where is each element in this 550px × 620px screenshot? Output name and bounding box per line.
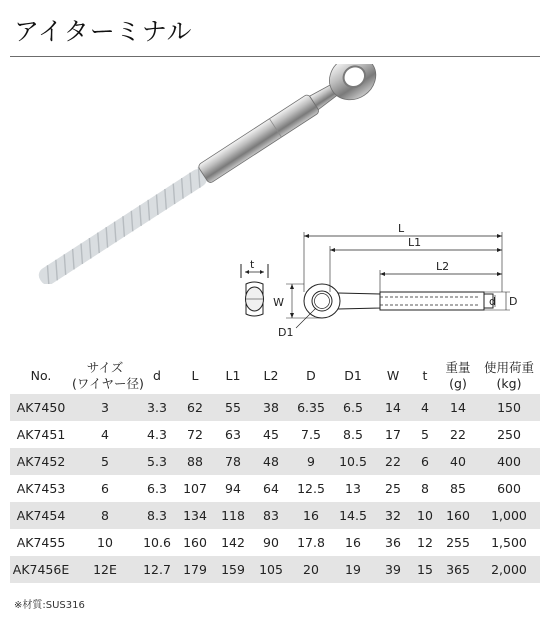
column-header [438, 357, 478, 394]
column-header [478, 357, 540, 394]
table-cell: 14 [374, 394, 412, 421]
column-header-label: D1 [344, 367, 362, 383]
column-header [374, 357, 412, 394]
column-header-unit: (g) [449, 375, 467, 391]
table-cell: 12.7 [138, 556, 176, 583]
column-header-label: L1 [225, 367, 241, 383]
table-cell: 8.3 [138, 502, 176, 529]
side-view [241, 264, 268, 316]
table-cell: 10.6 [143, 535, 171, 550]
table-cell: 8 [421, 481, 429, 496]
dim-label-W: W [273, 296, 284, 309]
dim-label-L2: L2 [436, 260, 450, 273]
table-cell: 4.3 [147, 427, 167, 442]
table-cell: 150 [478, 394, 540, 421]
table-cell: 22 [450, 427, 466, 442]
table-cell: 1,000 [478, 502, 540, 529]
table-cell: 10 [97, 535, 113, 550]
column-header-label: No. [30, 367, 52, 383]
column-header [214, 357, 252, 394]
table-cell: 6.3 [147, 481, 167, 496]
table-cell: 45 [263, 427, 279, 442]
column-header-label: L [191, 367, 199, 383]
table-cell: 62 [176, 394, 214, 421]
table-cell: 105 [252, 556, 290, 583]
table-cell: AK7451 [16, 427, 66, 442]
table-cell: 22 [374, 448, 412, 475]
table-cell: 6 [412, 448, 438, 475]
column-header [290, 357, 332, 394]
table-cell: 107 [183, 481, 207, 496]
table-cell: 78 [214, 448, 252, 475]
column-header-label: D [306, 367, 316, 383]
table-row [10, 421, 540, 448]
column-header-unit: (kg) [496, 375, 522, 391]
table-cell: 160 [183, 535, 207, 550]
top-view [286, 232, 510, 328]
table-row [10, 475, 540, 502]
column-header-label: d [153, 367, 161, 383]
table-cell: 36 [385, 535, 401, 550]
dim-label-D: D [509, 295, 518, 308]
dim-label-L1: L1 [408, 236, 422, 249]
table-cell: 38 [252, 394, 290, 421]
table-cell: 20 [290, 556, 332, 583]
table-cell: 10 [412, 502, 438, 529]
table-cell: 63 [225, 427, 241, 442]
column-header-label: サイズ [86, 359, 124, 375]
table-cell: AK7452 [10, 448, 72, 475]
column-header-label: 使用荷重 [483, 359, 534, 375]
table-cell: 5.3 [138, 448, 176, 475]
table-cell: 8.5 [343, 427, 363, 442]
table-cell: 2,000 [478, 556, 540, 583]
table-cell: 6.5 [332, 394, 374, 421]
table-cell: 255 [446, 535, 470, 550]
table-cell: 1,500 [491, 535, 527, 550]
table-cell: 14 [438, 394, 478, 421]
table-cell: 134 [176, 502, 214, 529]
table-cell: 400 [478, 448, 540, 475]
table-cell: 12 [417, 535, 433, 550]
column-header [412, 357, 438, 394]
table-cell: 48 [252, 448, 290, 475]
column-header-label: W [386, 367, 400, 383]
column-header-label: t [422, 367, 428, 383]
table-cell: 16 [290, 502, 332, 529]
table-cell: 14.5 [332, 502, 374, 529]
table-cell: 9 [290, 448, 332, 475]
table-cell: 40 [438, 448, 478, 475]
table-cell: 4 [412, 394, 438, 421]
table-cell: 6.35 [290, 394, 332, 421]
table-cell: AK7450 [10, 394, 72, 421]
table-cell: 83 [252, 502, 290, 529]
table-cell: AK7455 [16, 535, 66, 550]
table-cell: 64 [263, 481, 279, 496]
table-cell: 19 [332, 556, 374, 583]
table-cell: 600 [497, 481, 521, 496]
dim-label-D1: D1 [278, 326, 294, 339]
table-cell: 3 [72, 394, 138, 421]
table-row [10, 502, 540, 529]
table-row [10, 394, 540, 421]
material-note: ※材質:SUS316 [14, 600, 85, 611]
table-cell: 6 [101, 481, 109, 496]
table-row [10, 556, 540, 583]
table-cell: 118 [214, 502, 252, 529]
column-header-unit: (ワイヤー径) [72, 375, 144, 391]
column-header [72, 357, 144, 394]
table-cell: 13 [345, 481, 361, 496]
table-cell: 17 [385, 427, 401, 442]
table-cell: 32 [374, 502, 412, 529]
dim-label-d: d [489, 295, 496, 308]
table-cell: 8 [72, 502, 138, 529]
table-cell: AK7456E [10, 556, 72, 583]
table-cell: 10.5 [332, 448, 374, 475]
table-cell: 88 [176, 448, 214, 475]
table-row [10, 448, 540, 475]
table-cell: AK7453 [16, 481, 66, 496]
table-cell: 5 [421, 427, 429, 442]
table-cell: 160 [438, 502, 478, 529]
table-cell: 15 [412, 556, 438, 583]
spec-table [10, 357, 540, 583]
table-cell: 3.3 [138, 394, 176, 421]
table-cell: 16 [345, 535, 361, 550]
table-cell: 25 [385, 481, 401, 496]
table-cell: 4 [101, 427, 109, 442]
table-cell: 39 [374, 556, 412, 583]
table-cell: 85 [450, 481, 466, 496]
column-header [332, 357, 374, 394]
table-cell: AK7454 [10, 502, 72, 529]
page-title: アイターミナル [14, 17, 193, 46]
table-cell: 94 [225, 481, 241, 496]
dimension-diagram [232, 212, 532, 342]
table-cell: 90 [263, 535, 279, 550]
table-cell: 55 [214, 394, 252, 421]
table-cell: 5 [72, 448, 138, 475]
column-header [252, 357, 290, 394]
title-divider [10, 56, 540, 57]
table-cell: 179 [176, 556, 214, 583]
table-cell: 17.8 [297, 535, 325, 550]
column-header-label: L2 [263, 367, 279, 383]
table-cell: 12.5 [297, 481, 325, 496]
column-header-label: 重量 [445, 359, 471, 375]
column-header [176, 357, 214, 394]
dim-label-t: t [250, 258, 255, 271]
column-header [10, 357, 72, 394]
table-cell: 142 [221, 535, 245, 550]
table-cell: 72 [187, 427, 203, 442]
table-cell: 365 [438, 556, 478, 583]
table-cell: 250 [497, 427, 521, 442]
dim-label-L: L [398, 222, 405, 235]
table-cell: 12E [72, 556, 138, 583]
table-cell: 159 [214, 556, 252, 583]
table-cell: 7.5 [301, 427, 321, 442]
table-row [10, 529, 540, 556]
table-header-row [10, 357, 540, 394]
